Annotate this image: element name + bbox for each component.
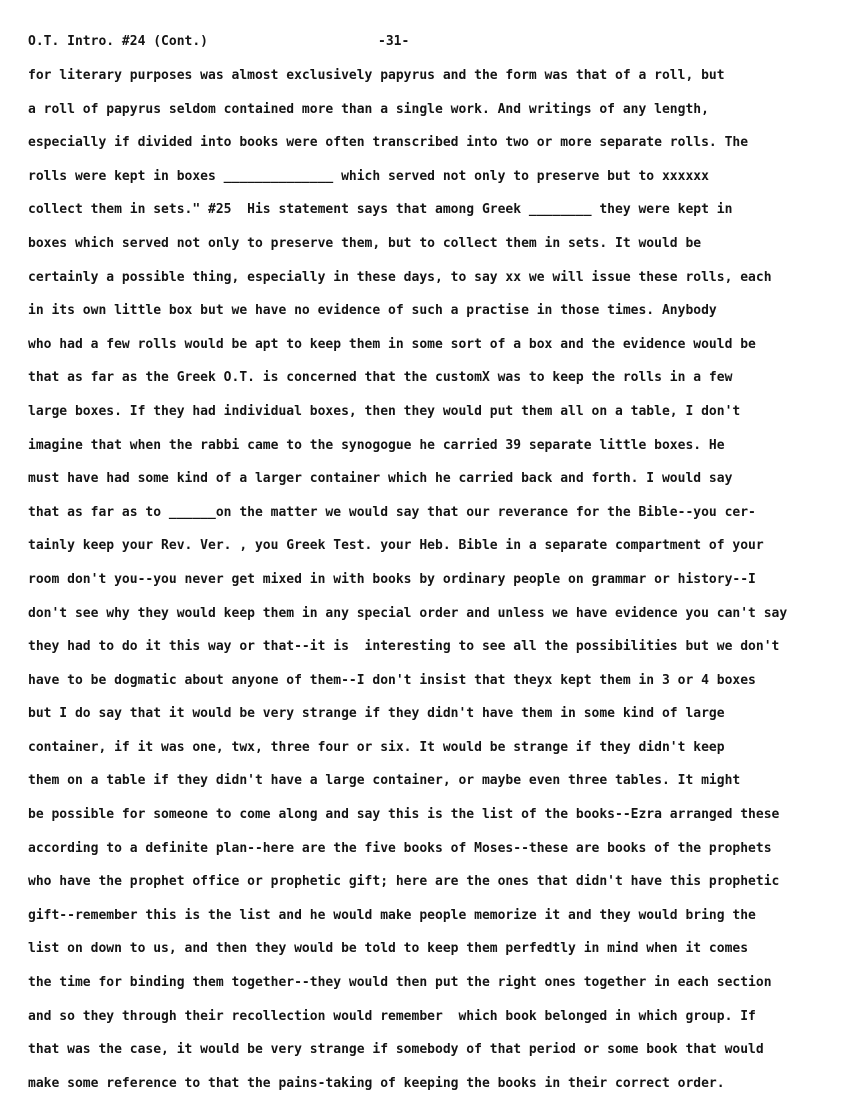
text-line: especially if divided into books were often transcribed into two or more separate rolls. The: [28, 135, 749, 151]
text-line: don't see why they would keep them in any special order and unless we have evidence you can't say: [28, 605, 788, 621]
page-number: -31-: [378, 34, 410, 49]
running-head: O.T. Intro. #24 (Cont.): [28, 34, 209, 49]
text-line: collect them in sets." #25 His statement says that among Greek ________ they were kept in: [28, 202, 733, 218]
text-line: tainly keep your Rev. Ver. , you Greek Test. your Heb. Bible in a separate compartment of your: [28, 538, 764, 554]
text-line: make some reference to that the pains-taking of keeping the books in their correct order.: [28, 1075, 725, 1091]
text-line: the time for binding them together--they would then put the right ones together in each section: [28, 975, 772, 991]
text-line: them on a table if they didn't have a large container, or maybe even three tables. It might: [28, 773, 741, 789]
text-line: certainly a possible thing, especially in these days, to say xx we will issue these rolls, each: [28, 269, 772, 285]
text-line: imagine that when the rabbi came to the synogogue he carried 39 separate little boxes. He: [28, 437, 725, 453]
text-line: they had to do it this way or that--it is interesting to see all the possibilities but we don't: [28, 639, 780, 655]
text-line: be possible for someone to come along and say this is the list of the books--Ezra arranged these: [28, 807, 780, 823]
text-line: who have the prophet office or prophetic gift; here are the ones that didn't have this prophetic: [28, 874, 780, 890]
text-line: large boxes. If they had individual boxes, then they would put them all on a table, I don't: [28, 403, 741, 419]
text-line: a roll of papyrus seldom contained more than a single work. And writings of any length,: [28, 101, 709, 117]
text-line: in its own little box but we have no evidence of such a practise in those times. Anybody: [28, 303, 717, 319]
text-line: according to a definite plan--here are the five books of Moses--these are books of the prophets: [28, 840, 772, 856]
text-line: container, if it was one, twx, three four or six. It would be strange if they didn't keep: [28, 739, 725, 755]
text-line: list on down to us, and then they would be told to keep them perfedtly in mind when it comes: [28, 941, 749, 957]
text-line: must have had some kind of a larger container which he carried back and forth. I would say: [28, 471, 733, 487]
text-line: boxes which served not only to preserve them, but to collect them in sets. It would be: [28, 235, 702, 251]
text-line: and so they through their recollection would remember which book belonged in which group. If: [28, 1008, 756, 1024]
text-line: that was the case, it would be very strange if somebody of that period or some book that would: [28, 1042, 764, 1058]
body-text: [28, 66, 840, 1107]
text-line: who had a few rolls would be apt to keep them in some sort of a box and the evidence would be: [28, 336, 756, 352]
text-line: but I do say that it would be very strange if they didn't have them in some kind of large: [28, 706, 725, 722]
text-line: rolls were kept in boxes ______________ which served not only to preserve but to xxxxxx: [28, 168, 709, 184]
text-line: for literary purposes was almost exclusively papyrus and the form was that of a roll, but: [28, 68, 725, 83]
text-line: room don't you--you never get mixed in with books by ordinary people on grammar or history--I: [28, 571, 756, 587]
text-line: gift--remember this is the list and he would make people memorize it and they would bring the: [28, 907, 756, 923]
text-line: have to be dogmatic about anyone of them--I don't insist that theyx kept them in 3 or 4 boxes: [28, 672, 756, 688]
text-line: that as far as to ______on the matter we would say that our reverance for the Bible--you cer-: [28, 504, 756, 520]
page-header: [28, 34, 828, 54]
text-line: that as far as the Greek O.T. is concerned that the customX was to keep the rolls in a few: [28, 370, 733, 386]
